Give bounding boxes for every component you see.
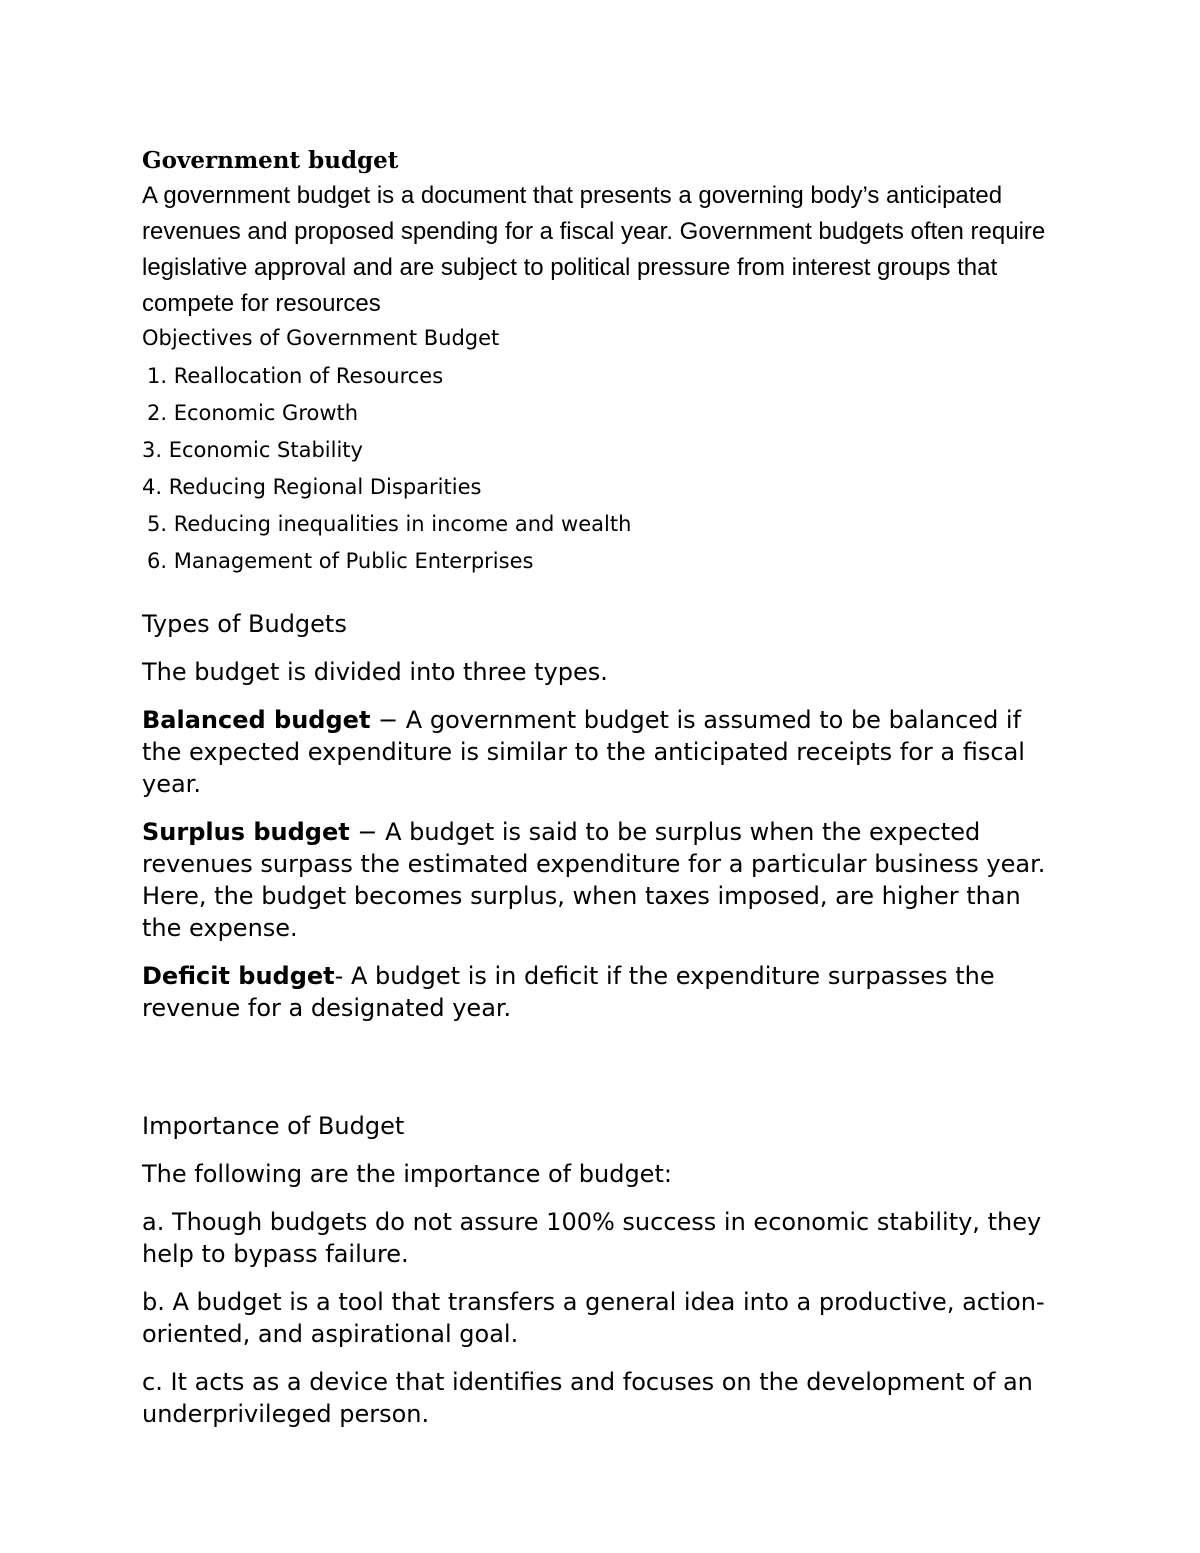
surplus-budget-term: Surplus budget <box>142 818 350 846</box>
deficit-budget-term: Deficit budget <box>142 962 335 990</box>
importance-intro: The following are the importance of budget: <box>142 1160 672 1188</box>
surplus-budget-paragraph <box>142 816 1062 944</box>
types-heading: Types of Budgets <box>142 610 347 638</box>
objectives-list <box>142 358 1062 580</box>
document-page <box>142 146 1062 1430</box>
balanced-budget-paragraph <box>142 704 1062 800</box>
objectives-heading: Objectives of Government Budget <box>142 326 500 350</box>
objective-item: 1. Reallocation of Resources <box>147 364 444 388</box>
deficit-budget-text: - A budget is in deficit if the expenditure surpasses the revenue for a designated year. <box>142 962 995 1022</box>
objective-item: 6. Management of Public Enterprises <box>147 549 534 573</box>
objective-item: 2. Economic Growth <box>147 401 359 425</box>
objective-item: 5. Reducing inequalities in income and wealth <box>147 512 632 536</box>
importance-item: a. Though budgets do not assure 100% success in economic stability, they help to bypass failure. <box>142 1208 1042 1268</box>
balanced-budget-term: Balanced budget <box>142 706 371 734</box>
document-title: Government budget <box>142 147 399 174</box>
types-intro: The budget is divided into three types. <box>142 658 608 686</box>
objective-item: 4. Reducing Regional Disparities <box>142 475 482 499</box>
blank-space <box>142 1024 1062 1090</box>
deficit-budget-paragraph <box>142 960 1062 1024</box>
surplus-budget-text: − A budget is said to be surplus when the expected revenues surpass the estimated expenditure for a particular business year. Here, the budget becomes surplus, when taxes imposed, are higher than the expense. <box>142 818 1046 942</box>
importance-item: b. A budget is a tool that transfers a general idea into a productive, action-oriented, and aspirational goal. <box>142 1288 1045 1348</box>
objective-item: 3. Economic Stability <box>142 438 363 462</box>
balanced-budget-text: − A government budget is assumed to be balanced if the expected expenditure is similar to the anticipated receipts for a fiscal year. <box>142 706 1025 798</box>
importance-heading: Importance of Budget <box>142 1112 405 1140</box>
importance-item: c. It acts as a device that identifies and focuses on the development of an underprivileged person. <box>142 1368 1033 1428</box>
intro-paragraph: A government budget is a document that presents a governing body’s anticipated revenues and proposed spending for a fiscal year. Government budgets often require legislative approval and are subject to political pressure from interest groups that compete for resources <box>142 182 1046 317</box>
